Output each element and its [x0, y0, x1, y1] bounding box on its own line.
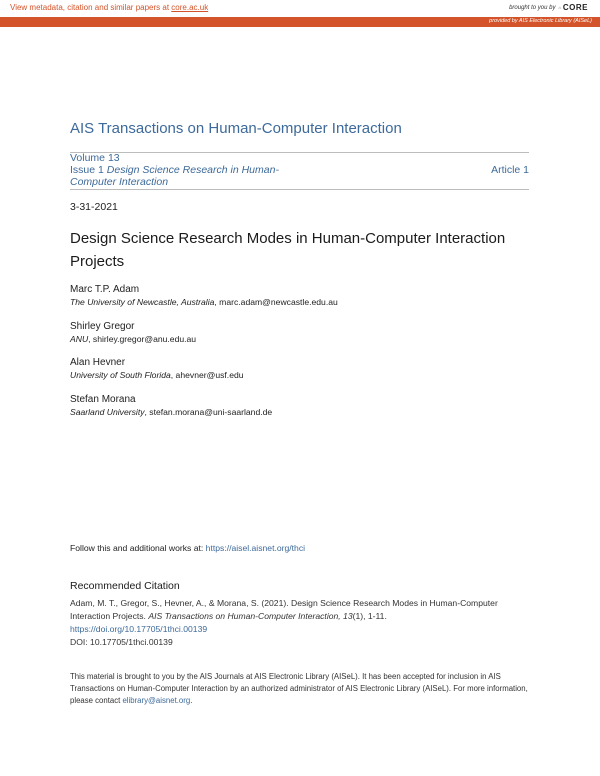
author-block [70, 283, 338, 309]
publication-date: 3-31-2021 [70, 201, 118, 213]
collection-link[interactable]: https://aisel.aisnet.org/thci [205, 543, 306, 553]
issue-link[interactable] [70, 164, 320, 188]
author-affiliation [70, 406, 272, 419]
core-brought-text: brought to you by [509, 4, 556, 11]
core-logo-text: CORE [562, 3, 588, 12]
affiliation-name: The University of Newcastle, Australia [70, 297, 215, 307]
author-block [70, 356, 244, 382]
core-provided-by: provided by AIS Electronic Library (AISeL) [489, 18, 592, 24]
divider [70, 189, 529, 190]
paper-title: Design Science Research Modes in Human-Computer Interaction Projects [70, 230, 506, 270]
author-email: , stefan.morana@uni-saarland.de [144, 407, 273, 417]
footer-notice [70, 671, 535, 707]
core-metadata-prefix: View metadata, citation and similar papers at [10, 3, 172, 12]
issue-title: Design Science Research in Human-Computer Interaction [70, 164, 279, 188]
divider [70, 152, 529, 153]
core-metadata-notice [10, 3, 208, 12]
author-name: Marc T.P. Adam [70, 284, 140, 295]
author-email: , ahevner@usf.edu [170, 370, 244, 380]
core-logo[interactable] [558, 3, 588, 12]
author-name: Stefan Morana [70, 394, 136, 405]
core-logo-icon: ⌂ [558, 5, 561, 10]
affiliation-name: University of South Florida [70, 370, 171, 380]
follow-line [70, 543, 305, 553]
core-banner [0, 0, 600, 28]
follow-text: Follow this and additional works at: [70, 543, 206, 553]
author-affiliation [70, 296, 338, 309]
citation-journal: AIS Transactions on Human-Computer Interaction, 13 [148, 611, 353, 621]
affiliation-name: Saarland University [70, 407, 145, 417]
affiliation-name: ANU [70, 334, 89, 344]
author-email: , marc.adam@newcastle.edu.au [214, 297, 338, 307]
author-affiliation [70, 333, 196, 346]
citation-text [70, 597, 540, 649]
core-ac-uk-link[interactable]: core.ac.uk [171, 3, 209, 12]
author-name: Alan Hevner [70, 357, 126, 368]
core-banner-top [0, 0, 600, 17]
journal-title[interactable]: AIS Transactions on Human-Computer Interaction [70, 120, 402, 137]
core-provided-strip [0, 17, 600, 27]
author-affiliation [70, 369, 244, 382]
citation-pages: (1), 1-11. [352, 611, 387, 621]
core-brought-by [509, 3, 588, 12]
footer-text: This material is brought to you by the AIS Journals at AIS Electronic Library (AISeL). It has been accepted for inclusion in AIS Transactions on Human-Computer Interaction by an authorized administrator of AIS Electronic Library (AISeL). For more information, please contact [70, 672, 528, 705]
article-link[interactable]: Article 1 [491, 164, 529, 176]
author-block [70, 393, 272, 419]
contact-email-link[interactable]: elibrary@aisnet.org [122, 696, 191, 705]
issue-number: Issue 1 [70, 164, 104, 176]
doi-link[interactable]: https://doi.org/10.17705/1thci.00139 [70, 624, 208, 634]
author-email: , shirley.gregor@anu.edu.au [88, 334, 197, 344]
author-name: Shirley Gregor [70, 321, 135, 332]
author-block [70, 320, 196, 346]
footer-end: . [190, 696, 193, 705]
citation-authors: Adam, M. T., Gregor, S., Hevner, A., & Morana, S. (2021). Design Science Research Modes in Human-Computer Interaction Projects. [70, 598, 498, 621]
volume-link[interactable]: Volume 13 [70, 152, 120, 164]
doi-text: DOI: 10.17705/1thci.00139 [70, 637, 173, 647]
recommended-citation-heading: Recommended Citation [70, 580, 180, 592]
